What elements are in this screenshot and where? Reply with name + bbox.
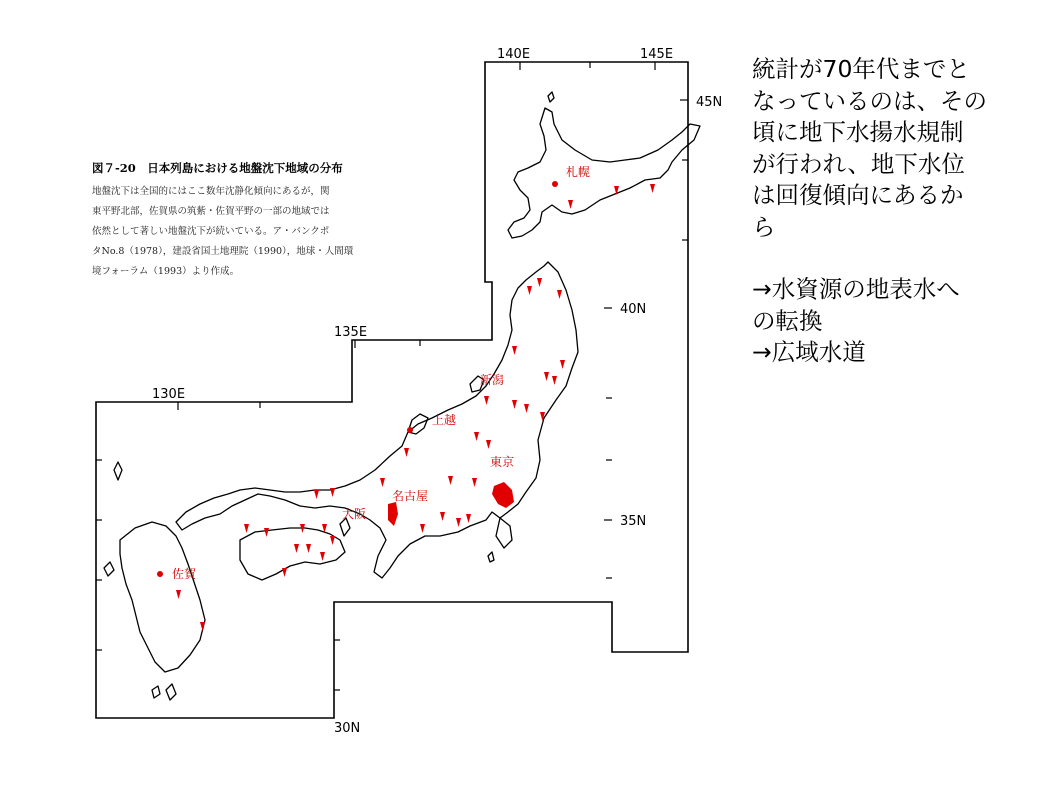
paragraph-spacer bbox=[752, 243, 1042, 274]
city-label-saga: 佐賀 bbox=[172, 567, 197, 581]
note-line: ら bbox=[752, 212, 776, 241]
lon-label-140: 140E bbox=[497, 47, 531, 62]
figure-title: 図７-20 日本列島における地盤沈下地域の分布 bbox=[92, 161, 343, 175]
note-line: が行われ、地下水位 bbox=[752, 149, 965, 178]
lat-label-40: 40N bbox=[620, 302, 647, 317]
yakushima bbox=[152, 686, 160, 698]
izu-oshima bbox=[488, 552, 494, 562]
city-label-nagoya: 名古屋 bbox=[392, 489, 429, 503]
figure-caption-line-3: 依然として著しい地盤沈下が続いている。ア・バンクポ bbox=[92, 226, 330, 237]
rishiri-island bbox=[548, 92, 554, 102]
nobi-subsidence-area bbox=[388, 502, 398, 526]
hokkaido bbox=[508, 108, 700, 238]
figure-caption-line-4: タNo.8（1978），建設省国土地理院（1990），地球・人間環 bbox=[92, 246, 354, 257]
note-line: →広域水道 bbox=[752, 338, 866, 366]
japan-outline bbox=[104, 92, 700, 700]
honshu bbox=[176, 262, 578, 578]
city-label-osaka: 大阪 bbox=[342, 507, 367, 521]
city-label-niigata: 新潟 bbox=[480, 373, 505, 387]
lat-label-45: 45N bbox=[696, 95, 723, 110]
lat-label-35: 35N bbox=[620, 514, 647, 529]
frame-ticks bbox=[96, 62, 688, 690]
slide-notes bbox=[752, 54, 1042, 369]
kanto-subsidence-area bbox=[492, 482, 514, 508]
note-line: なっているのは、その bbox=[752, 86, 987, 115]
lon-label-145: 145E bbox=[640, 47, 674, 62]
note-line: 統計が70年代までと bbox=[752, 55, 970, 83]
boso-peninsula bbox=[496, 518, 512, 548]
kyushu bbox=[120, 522, 205, 672]
shikoku bbox=[240, 528, 345, 580]
note-line: →水資源の地表水へ bbox=[752, 275, 960, 303]
goto-islands bbox=[104, 562, 114, 576]
note-line: は回復傾向にあるか bbox=[752, 181, 964, 209]
lon-label-130: 130E bbox=[152, 387, 186, 402]
figure-caption-line-2: 東平野北部，佐賀県の筑紫・佐賀平野の一部の地域では bbox=[92, 206, 330, 217]
lat-label-30: 30N bbox=[334, 721, 361, 736]
tanegashima bbox=[166, 684, 176, 700]
city-label-tokyo: 東京 bbox=[490, 455, 515, 469]
note-line: の転換 bbox=[752, 306, 823, 335]
city-label-joetsu: 上越 bbox=[432, 413, 457, 427]
lon-label-135: 135E bbox=[334, 325, 368, 340]
tsushima-island bbox=[114, 462, 122, 480]
note-line: 頃に地下水揚水規制 bbox=[752, 118, 964, 146]
figure-caption-line-1: 地盤沈下は全国的にはここ数年沈静化傾向にあるが，関 bbox=[92, 186, 330, 197]
city-label-sapporo: 札幌 bbox=[566, 165, 591, 179]
figure-caption-line-5: 境フォーラム（1993）より作成。 bbox=[92, 266, 240, 277]
